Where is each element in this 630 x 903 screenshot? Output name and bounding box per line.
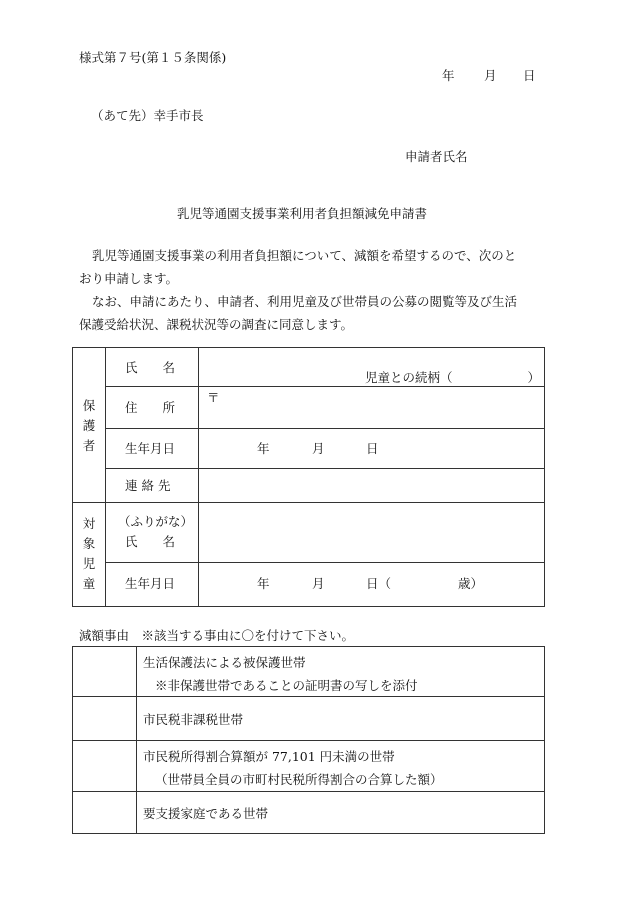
reason-text: 生活保護法による被保護世帯: [143, 655, 306, 670]
addressee: （あて先）幸手市長: [91, 108, 204, 123]
paragraph-1-line-2: おり申請します。: [79, 271, 179, 286]
guardian-birthdate-label: 生年月日: [125, 441, 176, 456]
paragraph-2-line-2: 保護受給状況、課税状況等の調査に同意します。: [79, 317, 354, 332]
guardian-name-label: 氏 名: [125, 360, 176, 375]
guardian-birth-month: 月: [312, 441, 325, 456]
section-divider: [72, 502, 545, 503]
guardian-birth-year: 年: [257, 441, 270, 456]
reason-row-divider: [72, 740, 545, 741]
paragraph-1-line-1: 乳児等通園支援事業の利用者負担額について、減額を希望するので、次のと: [92, 248, 517, 263]
reason-text: 要支援家庭である世帯: [143, 806, 269, 821]
child-birth-day: 日（: [366, 576, 392, 591]
reduction-heading: 減額事由 ※該当する事由に〇を付けて下さい。: [79, 628, 355, 643]
reason-row-divider: [72, 791, 545, 792]
reason-note: （世帯員全員の市町村民税所得割合の合算した額）: [155, 772, 443, 787]
relationship-label: 児童との続柄（ ）: [365, 370, 541, 385]
reason-text: 市民税非課税世帯: [143, 712, 244, 727]
reason-text: 市民税所得割合算額が 77,101 円未満の世帯: [143, 749, 395, 764]
row-divider: [105, 386, 545, 387]
guardian-section-label: 保 護 者: [82, 398, 96, 453]
child-age: 歳）: [458, 576, 484, 591]
child-birthdate-label: 生年月日: [125, 576, 176, 591]
child-section-label: 対 象 児 童: [82, 516, 96, 591]
row-divider: [105, 562, 545, 563]
row-divider: [105, 428, 545, 429]
guardian-birth-day: 日: [366, 441, 379, 456]
date-year-label: 年: [442, 68, 455, 83]
child-name-label: 氏 名: [125, 534, 176, 549]
address-label: 住 所: [125, 400, 176, 415]
child-birth-year: 年: [257, 576, 270, 591]
postal-mark: 〒: [207, 390, 220, 405]
child-birth-month: 月: [312, 576, 325, 591]
form-number: 様式第７号(第１５条関係): [79, 50, 227, 65]
paragraph-2-line-1: なお、申請にあたり、申請者、利用児童及び世帯員の公募の閲覧等及び生活: [92, 294, 518, 309]
furigana-label: （ふりがな）: [118, 514, 194, 529]
date-month-label: 月: [484, 68, 497, 83]
document-title: 乳児等通園支援事業利用者負担額減免申請書: [177, 206, 428, 221]
date-day-label: 日: [523, 68, 536, 83]
contact-label: 連 絡 先: [125, 478, 171, 493]
applicant-name-label: 申請者氏名: [405, 149, 468, 164]
reason-row-divider: [72, 696, 545, 697]
row-divider: [105, 468, 545, 469]
consent-text: [79, 244, 561, 336]
reason-note: ※非保護世帯であることの証明書の写しを添付: [155, 678, 418, 693]
